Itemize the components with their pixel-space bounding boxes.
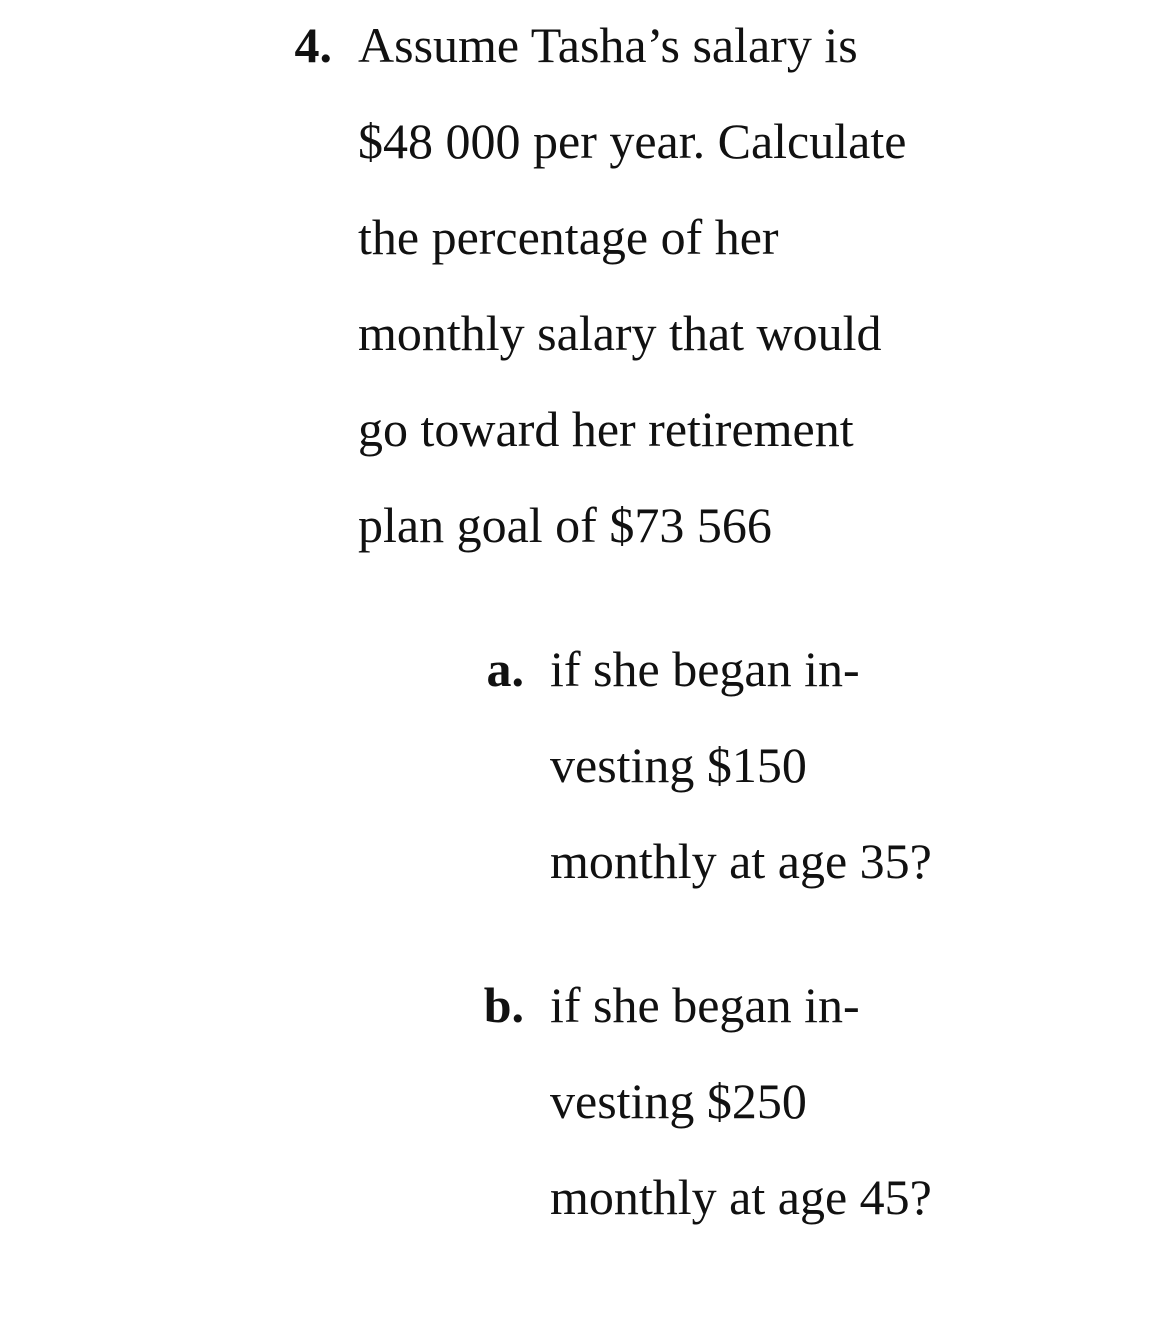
question-line-4: monthly salary that would <box>358 305 882 361</box>
part-b-label: b. <box>483 977 524 1033</box>
question-line-1: Assume Tasha’s salary is <box>358 17 858 73</box>
part-b-line-2: vesting $250 <box>550 1073 807 1129</box>
part-a-line-3: monthly at age 35? <box>550 833 932 889</box>
question-line-3: the percentage of her <box>358 209 779 265</box>
part-a-line-2: vesting $150 <box>550 737 807 793</box>
part-a-line-1: if she began in- <box>550 641 860 697</box>
question-line-2: $48 000 per year. Calculate <box>358 113 907 169</box>
part-a-label: a. <box>486 641 524 697</box>
question-number: 4. <box>294 17 332 73</box>
question-line-6: plan goal of $73 566 <box>358 497 772 553</box>
part-b-line-3: monthly at age 45? <box>550 1169 932 1225</box>
question-line-5: go toward her retirement <box>358 401 854 457</box>
part-b-line-1: if she began in- <box>550 977 860 1033</box>
